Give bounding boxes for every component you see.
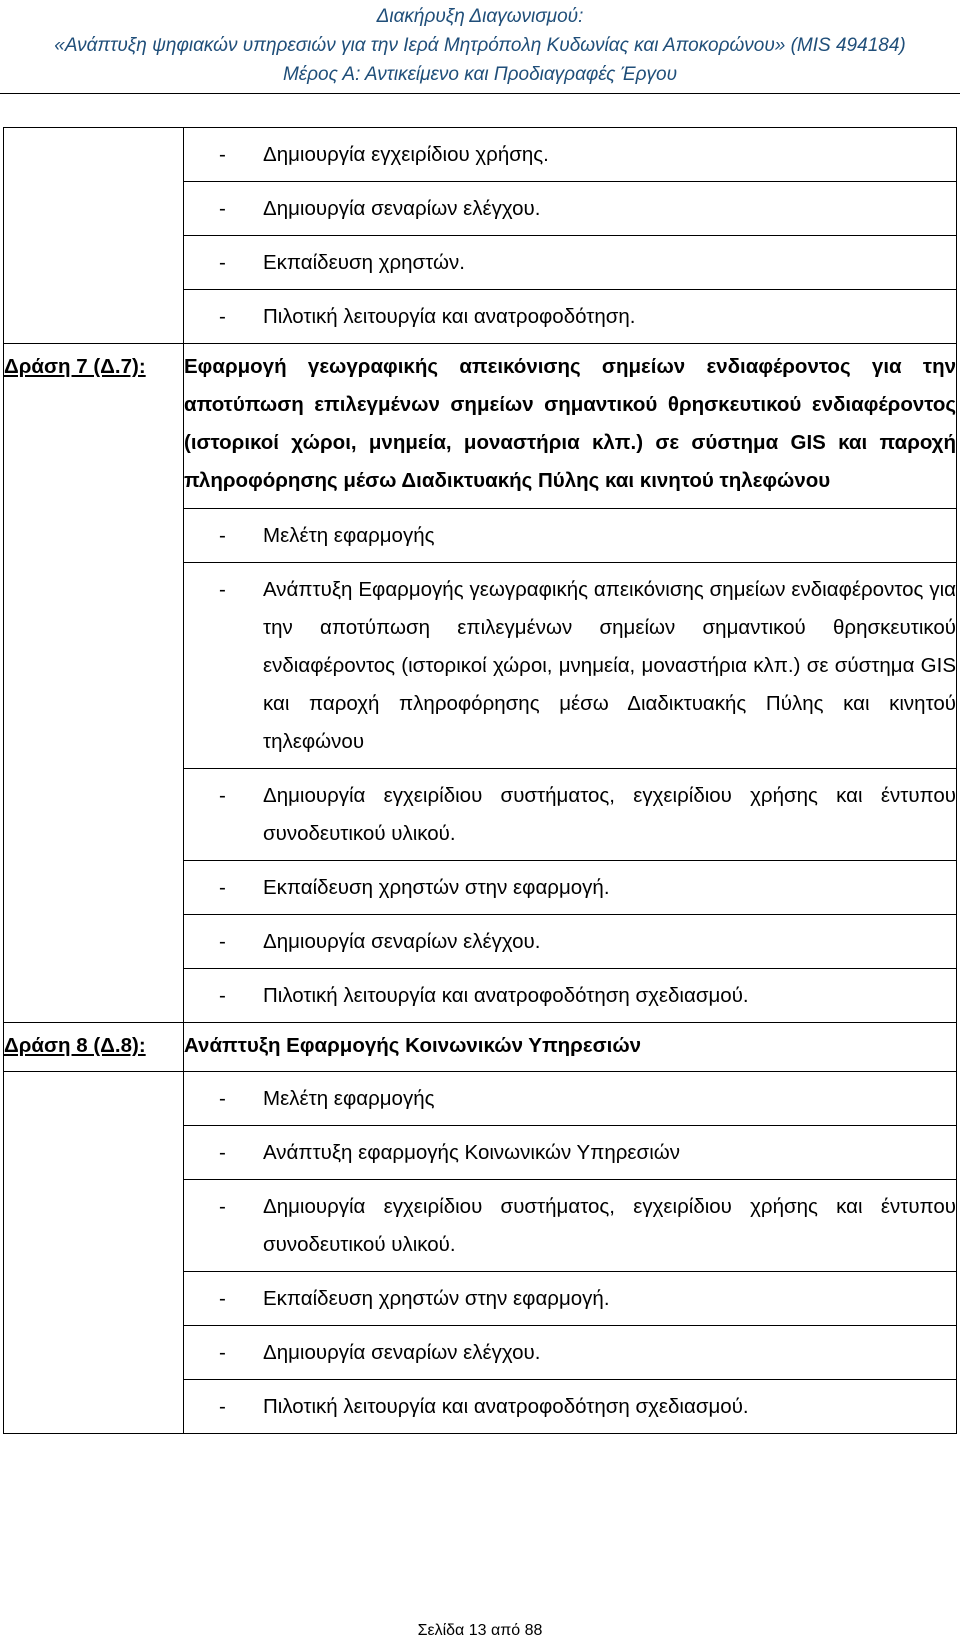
header-divider <box>0 93 960 94</box>
bullet-dash: - <box>219 305 226 328</box>
item-text: Εκπαίδευση χρηστών στην εφαρμογή. <box>263 876 610 899</box>
table-cell <box>184 1072 957 1126</box>
page-header <box>0 0 960 89</box>
table-cell <box>184 861 957 915</box>
table-cell <box>184 563 957 769</box>
table-cell <box>184 182 957 236</box>
table-cell <box>184 344 957 509</box>
table-cell <box>184 969 957 1023</box>
item-text: Δημιουργία εγχειρίδιου συστήματος, εγχειρίδιου χρήσης και έντυπου συνοδευτικού υλικού. <box>263 784 956 845</box>
action-7-label-cell <box>4 344 184 1023</box>
action-8-title: Ανάπτυξη Εφαρμογής Κοινωνικών Υπηρεσιών <box>184 1034 642 1057</box>
table-cell <box>184 1272 957 1326</box>
bullet-dash: - <box>219 1141 226 1164</box>
bullet-dash: - <box>219 524 226 547</box>
list-item <box>184 861 956 914</box>
item-text: Δημιουργία εγχειρίδιου συστήματος, εγχειρίδιου χρήσης και έντυπου συνοδευτικού υλικού. <box>263 1195 956 1256</box>
list-item <box>184 1272 956 1325</box>
table-cell <box>184 290 957 344</box>
table-row <box>4 1072 957 1126</box>
list-item <box>184 969 956 1022</box>
list-item <box>184 128 956 181</box>
item-text: Μελέτη εφαρμογής <box>263 524 435 547</box>
item-text: Ανάπτυξη Εφαρμογής γεωγραφικής απεικόνισης σημείων ενδιαφέροντος για την αποτύπωση επιλεγμένων σημείων σημαντικού θρησκευτικού ενδιαφέροντος (ιστορικοί χώροι, μνημεία, μοναστήρια κλπ.) σε σύστημα GIS και παροχή πληροφόρησης μέσω Διαδικτυακής Πύλης και κινητού τηλεφώνου <box>263 578 956 753</box>
empty-label-cell <box>4 128 184 344</box>
actions-table <box>3 127 957 1434</box>
table-cell <box>184 128 957 182</box>
action-7-label: Δράση 7 (Δ.7): <box>4 355 146 378</box>
list-item <box>184 1072 956 1125</box>
bullet-dash: - <box>219 984 226 1007</box>
table-row <box>4 344 957 509</box>
item-text: Πιλοτική λειτουργία και ανατροφοδότηση σχεδιασμού. <box>263 1395 749 1418</box>
bullet-dash: - <box>219 197 226 220</box>
list-item <box>184 182 956 235</box>
table-cell <box>184 1380 957 1434</box>
bullet-dash: - <box>219 930 226 953</box>
table-row <box>4 1023 957 1072</box>
list-item <box>184 563 956 768</box>
item-text: Πιλοτική λειτουργία και ανατροφοδότηση. <box>263 305 636 328</box>
item-text: Ανάπτυξη εφαρμογής Κοινωνικών Υπηρεσιών <box>263 1141 681 1164</box>
table-cell <box>184 236 957 290</box>
action-8-label-cell <box>4 1023 184 1072</box>
item-text: Εκπαίδευση χρηστών. <box>263 251 465 274</box>
action-8-label: Δράση 8 (Δ.8): <box>4 1034 146 1057</box>
table-cell <box>184 915 957 969</box>
list-item <box>184 915 956 968</box>
list-item <box>184 769 956 860</box>
item-text: Δημιουργία σεναρίων ελέγχου. <box>263 1341 541 1364</box>
header-line-2: «Ανάπτυξη ψηφιακών υπηρεσιών για την Ιερά Μητρόπολη Κυδωνίας και Αποκορώνου» (MIS 494184) <box>54 35 906 56</box>
table-cell <box>184 1180 957 1272</box>
bullet-dash: - <box>219 1195 226 1218</box>
item-text: Μελέτη εφαρμογής <box>263 1087 435 1110</box>
item-text: Δημιουργία σεναρίων ελέγχου. <box>263 197 541 220</box>
table-cell <box>184 509 957 563</box>
bullet-dash: - <box>219 784 226 807</box>
table-cell <box>184 769 957 861</box>
header-line-1: Διακήρυξη Διαγωνισμού: <box>376 6 584 27</box>
list-item <box>184 290 956 343</box>
item-text: Δημιουργία εγχειρίδιου χρήσης. <box>263 143 549 166</box>
action-7-title: Εφαρμογή γεωγραφικής απεικόνισης σημείων ενδιαφέροντος για την αποτύπωση επιλεγμένων σημείων σημαντικού θρησκευτικού ενδιαφέροντος (ιστορικοί χώροι, μνημεία, μοναστήρια κλπ.) σε σύστημα GIS και παροχή πληροφόρησης μέσω Διαδικτυακής Πύλης και κινητού τηλεφώνου <box>184 355 956 492</box>
bullet-dash: - <box>219 1087 226 1110</box>
table-cell <box>184 1023 957 1072</box>
bullet-dash: - <box>219 1395 226 1418</box>
empty-label-cell <box>4 1072 184 1434</box>
list-item <box>184 1180 956 1271</box>
bullet-dash: - <box>219 1287 226 1310</box>
list-item <box>184 509 956 562</box>
page-number: Σελίδα 13 από 88 <box>417 1622 543 1639</box>
list-item <box>184 1380 956 1433</box>
item-text: Εκπαίδευση χρηστών στην εφαρμογή. <box>263 1287 610 1310</box>
bullet-dash: - <box>219 876 226 899</box>
list-item <box>184 1326 956 1379</box>
item-text: Πιλοτική λειτουργία και ανατροφοδότηση σχεδιασμού. <box>263 984 749 1007</box>
table-cell <box>184 1126 957 1180</box>
table-cell <box>184 1326 957 1380</box>
bullet-dash: - <box>219 578 226 601</box>
bullet-dash: - <box>219 251 226 274</box>
bullet-dash: - <box>219 143 226 166</box>
header-line-3: Μέρος Α: Αντικείμενο και Προδιαγραφές Έργου <box>282 64 678 85</box>
list-item <box>184 236 956 289</box>
list-item <box>184 1126 956 1179</box>
bullet-dash: - <box>219 1341 226 1364</box>
item-text: Δημιουργία σεναρίων ελέγχου. <box>263 930 541 953</box>
table-row <box>4 128 957 182</box>
